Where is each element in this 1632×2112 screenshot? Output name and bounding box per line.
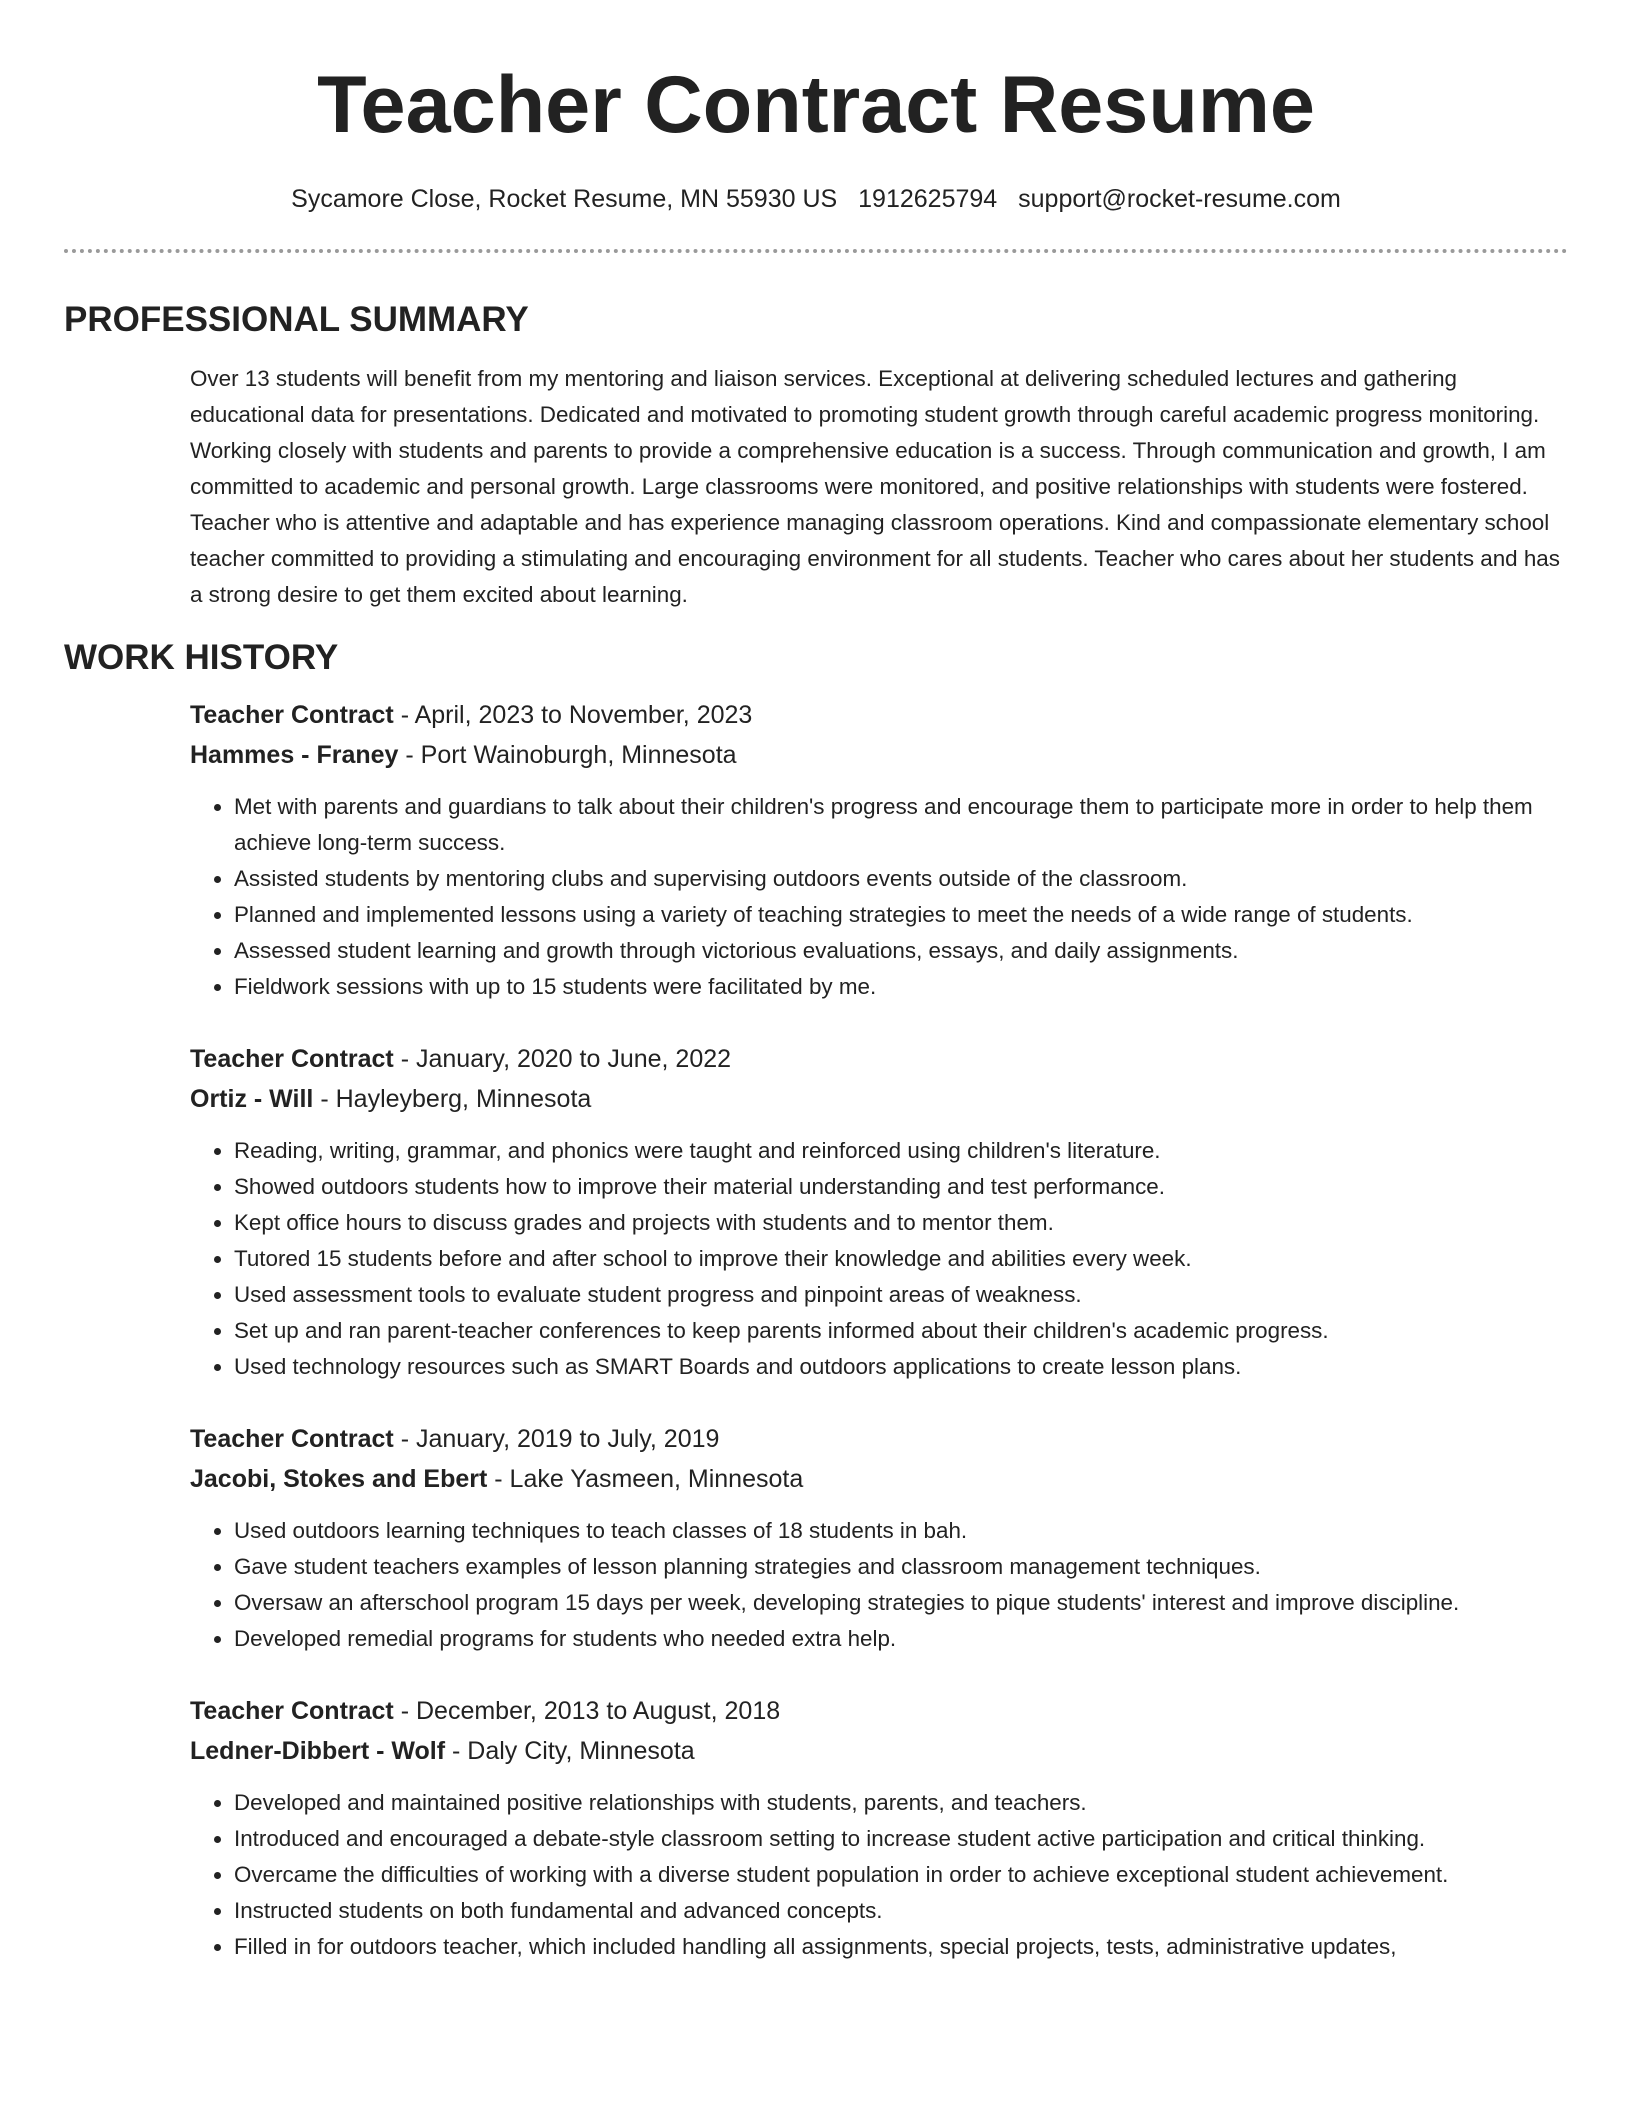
- work-history-list: [190, 695, 1568, 1965]
- job-title: Teacher Contract: [190, 1425, 394, 1453]
- job-title-line: [190, 1419, 1568, 1459]
- job-location: - Lake Yasmeen, Minnesota: [487, 1465, 804, 1493]
- job-employer: Ortiz - Will: [190, 1085, 314, 1113]
- contact-info: [64, 182, 1568, 216]
- job-employer: Hammes - Franey: [190, 741, 399, 769]
- job-bullet: • Assessed student learning and growth through victorious evaluations, essays, and daily assignments.: [234, 933, 1568, 969]
- job-bullet: • Assisted students by mentoring clubs and supervising outdoors events outside of the classroom.: [234, 861, 1568, 897]
- job-bullet: • Met with parents and guardians to talk about their children's progress and encourage them to participate more in order to help them achieve long-term success.: [234, 789, 1568, 861]
- job-title: Teacher Contract: [190, 1045, 394, 1073]
- job-bullet: • Kept office hours to discuss grades and projects with students and to mentor them.: [234, 1205, 1568, 1241]
- job-bullets: [190, 1785, 1568, 1965]
- job-employer: Ledner-Dibbert - Wolf: [190, 1737, 446, 1765]
- job-dates: - January, 2019 to July, 2019: [393, 1425, 720, 1453]
- job-location: - Daly City, Minnesota: [445, 1737, 695, 1765]
- job-entry: [190, 1691, 1568, 1965]
- job-bullet: • Filled in for outdoors teacher, which included handling all assignments, special projects, tests, administrative updates,: [234, 1929, 1568, 1965]
- job-title-line: [190, 1039, 1568, 1079]
- job-bullet: • Used technology resources such as SMART Boards and outdoors applications to create lesson plans.: [234, 1349, 1568, 1385]
- job-bullet: • Used assessment tools to evaluate student progress and pinpoint areas of weakness.: [234, 1277, 1568, 1313]
- job-bullet: • Tutored 15 students before and after school to improve their knowledge and abilities every week.: [234, 1241, 1568, 1277]
- job-bullet: • Introduced and encouraged a debate-style classroom setting to increase student active participation and critical thinking.: [234, 1821, 1568, 1857]
- job-bullet: • Planned and implemented lessons using a variety of teaching strategies to meet the needs of a wide range of students.: [234, 897, 1568, 933]
- job-bullet: • Reading, writing, grammar, and phonics were taught and reinforced using children's literature.: [234, 1133, 1568, 1169]
- job-bullet: • Developed and maintained positive relationships with students, parents, and teachers.: [234, 1785, 1568, 1821]
- summary-text: Over 13 students will benefit from my mentoring and liaison services. Exceptional at delivering scheduled lectures and gathering educational data for presentations. Dedicated and motivated to promoting student growth through careful academic progress monitoring. Working closely with students and parents to provide a comprehensive education is a success. Through communication and growth, I am committed to academic and personal growth. Large classrooms were monitored, and positive relationships with students were fostered. Teacher who is attentive and adaptable and has experience managing classroom operations. Kind and compassionate elementary school teacher committed to providing a stimulating and encouraging environment for all students. Teacher who cares about her students and has a strong desire to get them excited about learning.: [190, 366, 1560, 607]
- work-history-heading: WORK HISTORY: [64, 638, 339, 677]
- contact-address: Sycamore Close, Rocket Resume, MN 55930 US: [291, 185, 838, 213]
- job-title: Teacher Contract: [190, 1697, 394, 1725]
- job-entry: [190, 695, 1568, 1005]
- job-bullets: [190, 1513, 1568, 1657]
- job-location: - Hayleyberg, Minnesota: [313, 1085, 592, 1113]
- job-employer-line: [190, 1079, 1568, 1119]
- job-employer: Jacobi, Stokes and Ebert: [190, 1465, 488, 1493]
- job-employer-line: [190, 735, 1568, 775]
- job-bullet: • Used outdoors learning techniques to teach classes of 18 students in bah.: [234, 1513, 1568, 1549]
- summary-heading: PROFESSIONAL SUMMARY: [64, 300, 529, 339]
- job-entry: [190, 1039, 1568, 1385]
- job-bullets: [190, 789, 1568, 1005]
- job-title: Teacher Contract: [190, 701, 394, 729]
- job-employer-line: [190, 1731, 1568, 1771]
- job-bullets: [190, 1133, 1568, 1385]
- job-bullet: • Fieldwork sessions with up to 15 students were facilitated by me.: [234, 969, 1568, 1005]
- job-dates: - April, 2023 to November, 2023: [393, 701, 753, 729]
- job-title-line: [190, 695, 1568, 735]
- job-location: - Port Wainoburgh, Minnesota: [398, 741, 737, 769]
- job-bullet: • Set up and ran parent-teacher conferences to keep parents informed about their children's academic progress.: [234, 1313, 1568, 1349]
- resume-title: Teacher Contract Resume: [317, 60, 1315, 150]
- job-title-line: [190, 1691, 1568, 1731]
- job-bullet: • Gave student teachers examples of lesson planning strategies and classroom management techniques.: [234, 1549, 1568, 1585]
- job-bullet: • Showed outdoors students how to improve their material understanding and test performance.: [234, 1169, 1568, 1205]
- job-dates: - December, 2013 to August, 2018: [393, 1697, 781, 1725]
- contact-email: support@rocket-resume.com: [1018, 185, 1341, 213]
- contact-phone: 1912625794: [858, 185, 998, 213]
- job-bullet: • Developed remedial programs for students who needed extra help.: [234, 1621, 1568, 1657]
- job-bullet: • Oversaw an afterschool program 15 days per week, developing strategies to pique students' interest and improve discipline.: [234, 1585, 1568, 1621]
- job-bullet: • Instructed students on both fundamental and advanced concepts.: [234, 1893, 1568, 1929]
- job-employer-line: [190, 1459, 1568, 1499]
- job-bullet: • Overcame the difficulties of working with a diverse student population in order to achieve exceptional student achievement.: [234, 1857, 1568, 1893]
- header-divider: [64, 249, 1568, 253]
- job-entry: [190, 1419, 1568, 1657]
- job-dates: - January, 2020 to June, 2022: [393, 1045, 732, 1073]
